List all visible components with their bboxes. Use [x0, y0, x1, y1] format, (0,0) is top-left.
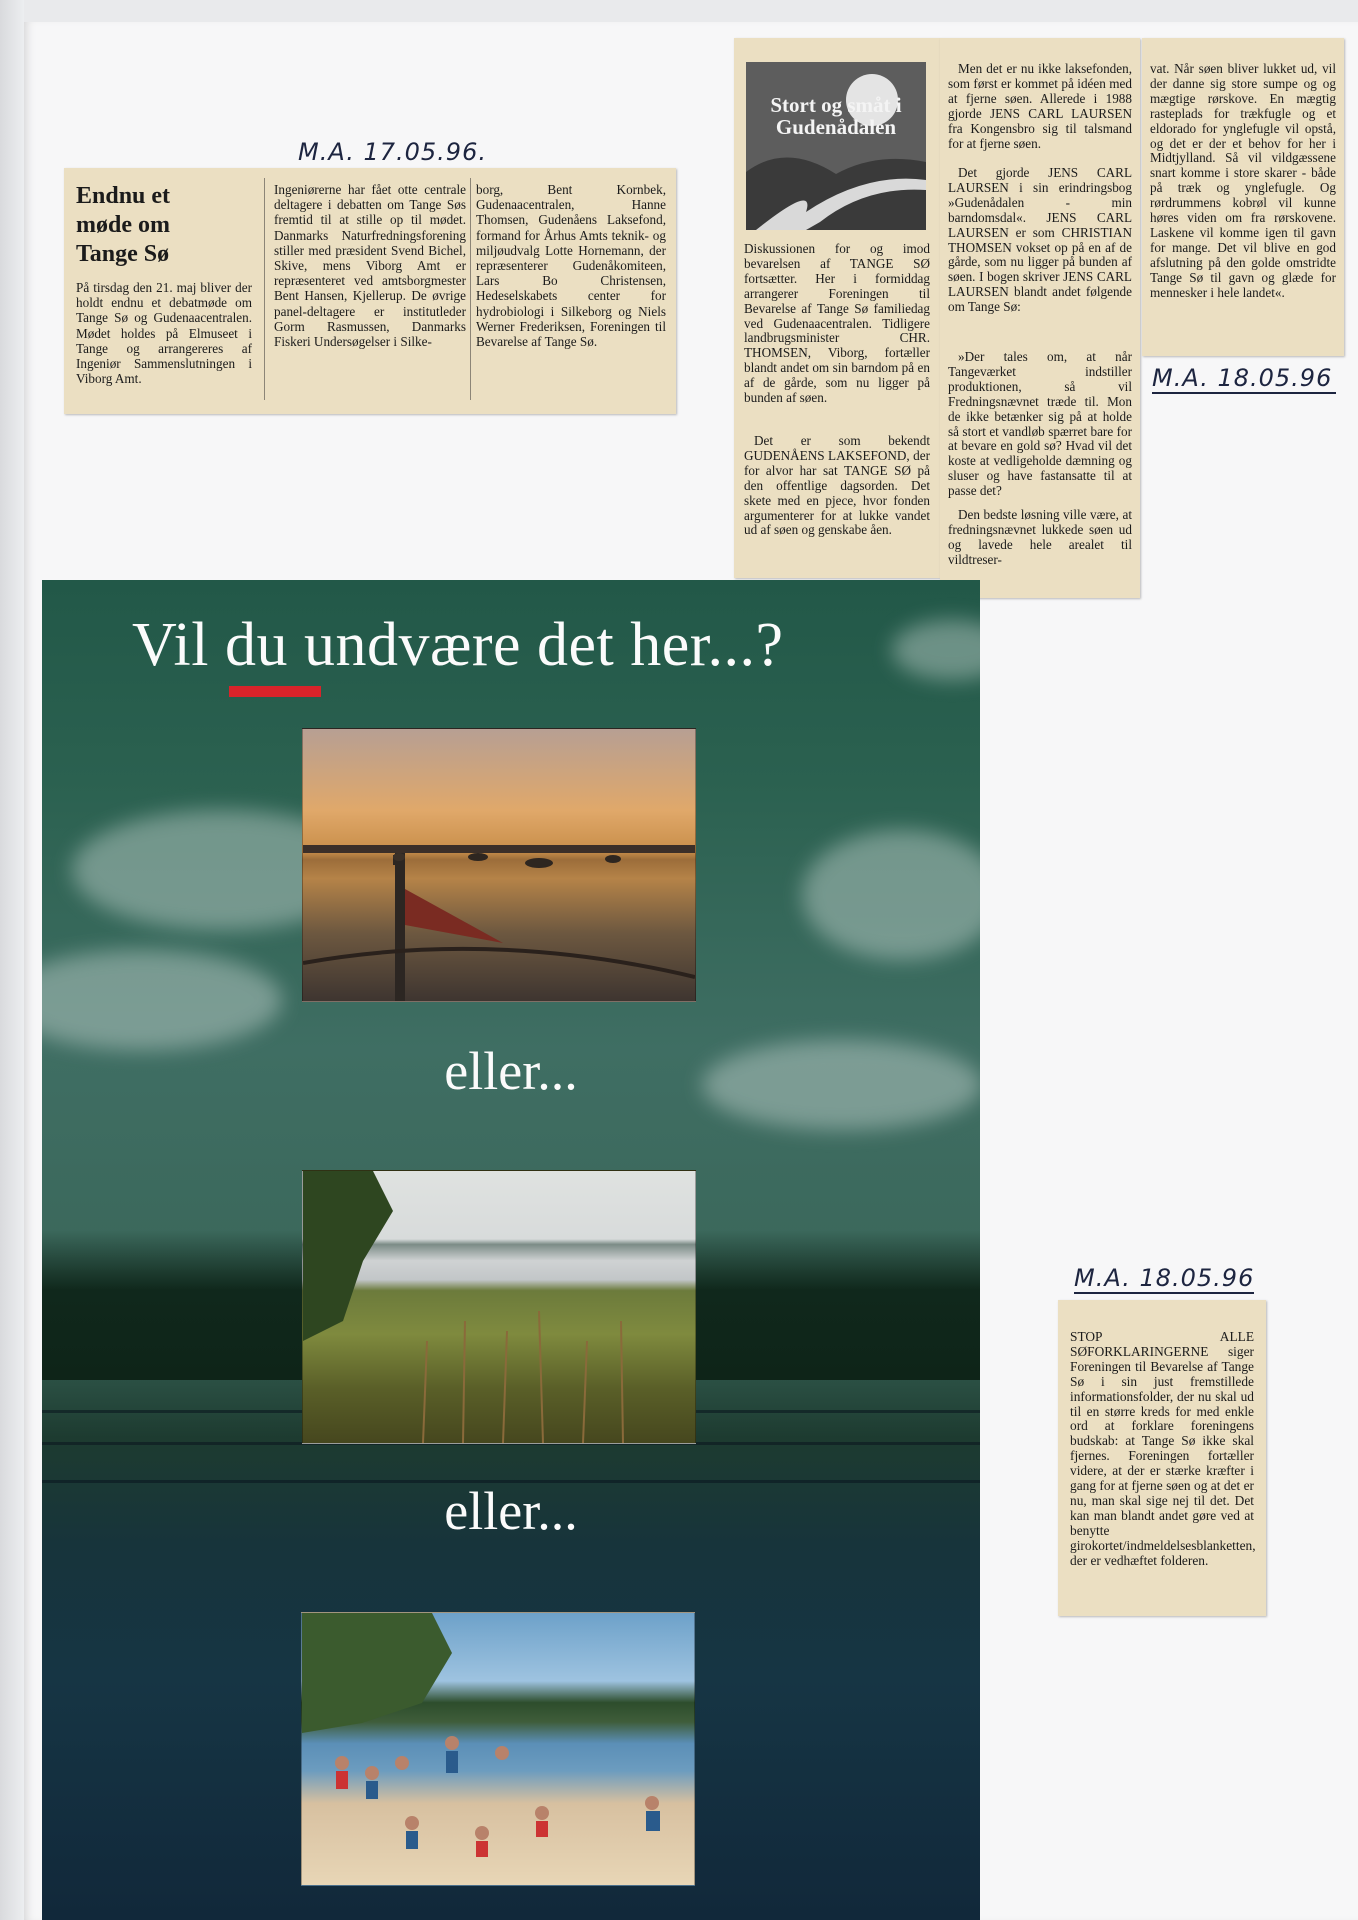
poster-eller-1: eller... — [444, 1041, 578, 1101]
valley-illustration-icon — [746, 62, 926, 230]
logo-title: Stort og småt i Gudenådalen — [770, 93, 902, 139]
clipping-column: Den bedste løsning ville være, at fredningsnævnet lukkede søen ud og lavede hele arealet til vildtreser- — [948, 507, 1132, 567]
gudenaadalen-logo — [746, 62, 926, 230]
clipping-column: Men det er nu ikke laksefonden, som først er kommet på idéen med at fjerne søen. Allerede i 1988 gjorde JENS CARL LAURSEN fra Kongensbro sig til talsmand for at fjerne søen. — [948, 61, 1132, 151]
column-divider — [264, 178, 265, 400]
newspaper-clipping-stop-alle — [1058, 1300, 1266, 1616]
date-mark-3: M.A. 18.05.96 — [1074, 1264, 1255, 1292]
clipping-column: Diskussionen for og imod bevarelsen af TANGE SØ fortsætter. Her i formiddag arrangerer Foreningen til Bevarelse af Tange Sø familiedag ved Gudenaacentralen. Tidligere landbrugsminister CHR. THOMSEN, Viborg, fortæller blandt andet om sin barndom på en af de gårde, som nu ligger på bunden af søen. — [744, 241, 930, 406]
cloud — [802, 830, 980, 960]
date-mark-2: M.A. 18.05.96 — [1152, 364, 1336, 394]
red-underline-accent — [229, 686, 321, 697]
newspaper-clipping-endnu-et-mode — [64, 168, 676, 414]
clipping-column: Ingeniørerne har fået otte centrale deltagere i debatten om Tange Søs fremtid til at stille op til mødet. Danmarks Naturfredningsforening stiller med præsident Svend Bichel, Skive, mens Viborg Amt er repræsenteret ved amtsborgmester Bent Hansen, Kjellerup. De øvrige panel-deltagere er institutleder Gorm Rasmussen, Danmarks Fiskeri Undersøgelser i Silke- — [274, 182, 466, 350]
column-divider — [470, 178, 471, 400]
clipping-column: Det gjorde JENS CARL LAURSEN i sin erindringsbog »Gudenådalen - min barndomsdal«. JENS CARL LAURSEN er som CHRISTIAN THOMSEN vokset op på en af de gårde, som nu ligger på bunden af søen. I bogen skriver JENS CARL LAURSEN blandt andet følgende om Tange Sø: — [948, 165, 1132, 315]
clipping-headline: Endnu et møde om Tange Sø — [76, 183, 171, 267]
clipping-column: STOP ALLE SØFORKLARINGERNE siger Foreningen til Bevarelse af Tange Sø i sin just fremstillede informationsfolder, der nu skal ud til en større kreds for med enkle ord at forklare foreningens budskab: at Tange Sø ikke skal fjernes. Foreningen fortæller videre, at der er stærke kræfter i gang for at fjerne søen og at det er nu, man skal sige nej til det. Det kan man blandt andet gøre ved at benytte girokortet/indmeldelsesblanketten, der er vedhæftet folderen. — [1070, 1329, 1256, 1568]
clipping-column: vat. Når søen bliver lukket ud, vil der danne sig store sumpe og og mægtige rørskove. En mægtig rasteplads for trækfugle og et eldorado for ynglefugle vil opstå, og det er der et behov for her i Midtjylland. Så vil vildgæssene snart komme i store skarer - både på træk og ynglefugle. Og rørdrummens kobrøl vil kunne høres viden om fra rørskovene. Laskene vil komme igen til gavn for mange. Det vil blive en god afslutning på den golde omstridte Tange Sø til gavn og glæde for mennesker i hele landet«. — [1150, 61, 1336, 300]
binder-edge — [0, 0, 24, 1920]
newspaper-clipping-stort-og-smaat — [734, 38, 1346, 598]
clipping-panel — [734, 38, 940, 578]
clipping-column: På tirsdag den 21. maj bliver der holdt endnu et debatmøde om Tange Sø og Gudenaacentralen. Mødet holdes på Elmuseet i Tange og arrangereres af Ingeniør Sammenslutningen i Viborg Amt. — [76, 280, 252, 387]
photo-reeds-lake — [302, 1170, 696, 1444]
date-mark-1: M.A. 17.05.96. — [298, 138, 487, 166]
photo-beach-children — [301, 1612, 695, 1886]
clipping-panel — [940, 38, 1140, 598]
poster-eller-2: eller... — [444, 1481, 578, 1541]
poster-leaflet — [42, 580, 980, 1920]
poster-title: Vil du undvære det her...? — [132, 611, 784, 679]
cloud — [892, 620, 980, 680]
clipping-column: »Der tales om, at når Tangeværket indstiller produktionen, så vil Fredningsnævnet træde til. Mon de ikke betænker sig på at holde så stort et vandløb spærret bare for at bevare en gold sø? Hvad vil det koste at vedligeholde dæmning og sluser og have fastansatte til at passe det? — [948, 349, 1132, 499]
clipping-column: borg, Bent Kornbek, Gudenaacentralen, Hanne Thomsen, Gudenåens Laksefond, formand for Århus Amts teknik- og miljøudvalg Lotte Hornemann, der repræsenterer Gudenåkomiteen, Lars Bo Christensen, Hedeselskabets center for hydrobiologi i Silkeborg og Niels Werner Frederiksen, Foreningen til Bevarelse af Tange Sø. — [476, 182, 666, 350]
photo-sunset-boats — [302, 728, 696, 1002]
cloud — [42, 950, 282, 1050]
clipping-panel — [1142, 38, 1344, 356]
clipping-column: Det er som bekendt GUDENÅENS LAKSEFOND, der for alvor har sat TANGE SØ på den offentlige dagsorden. Det skete med en pjece, hvor fonden argumenterer for at lukke vandet ud af søen og genskabe åen. — [744, 433, 930, 538]
